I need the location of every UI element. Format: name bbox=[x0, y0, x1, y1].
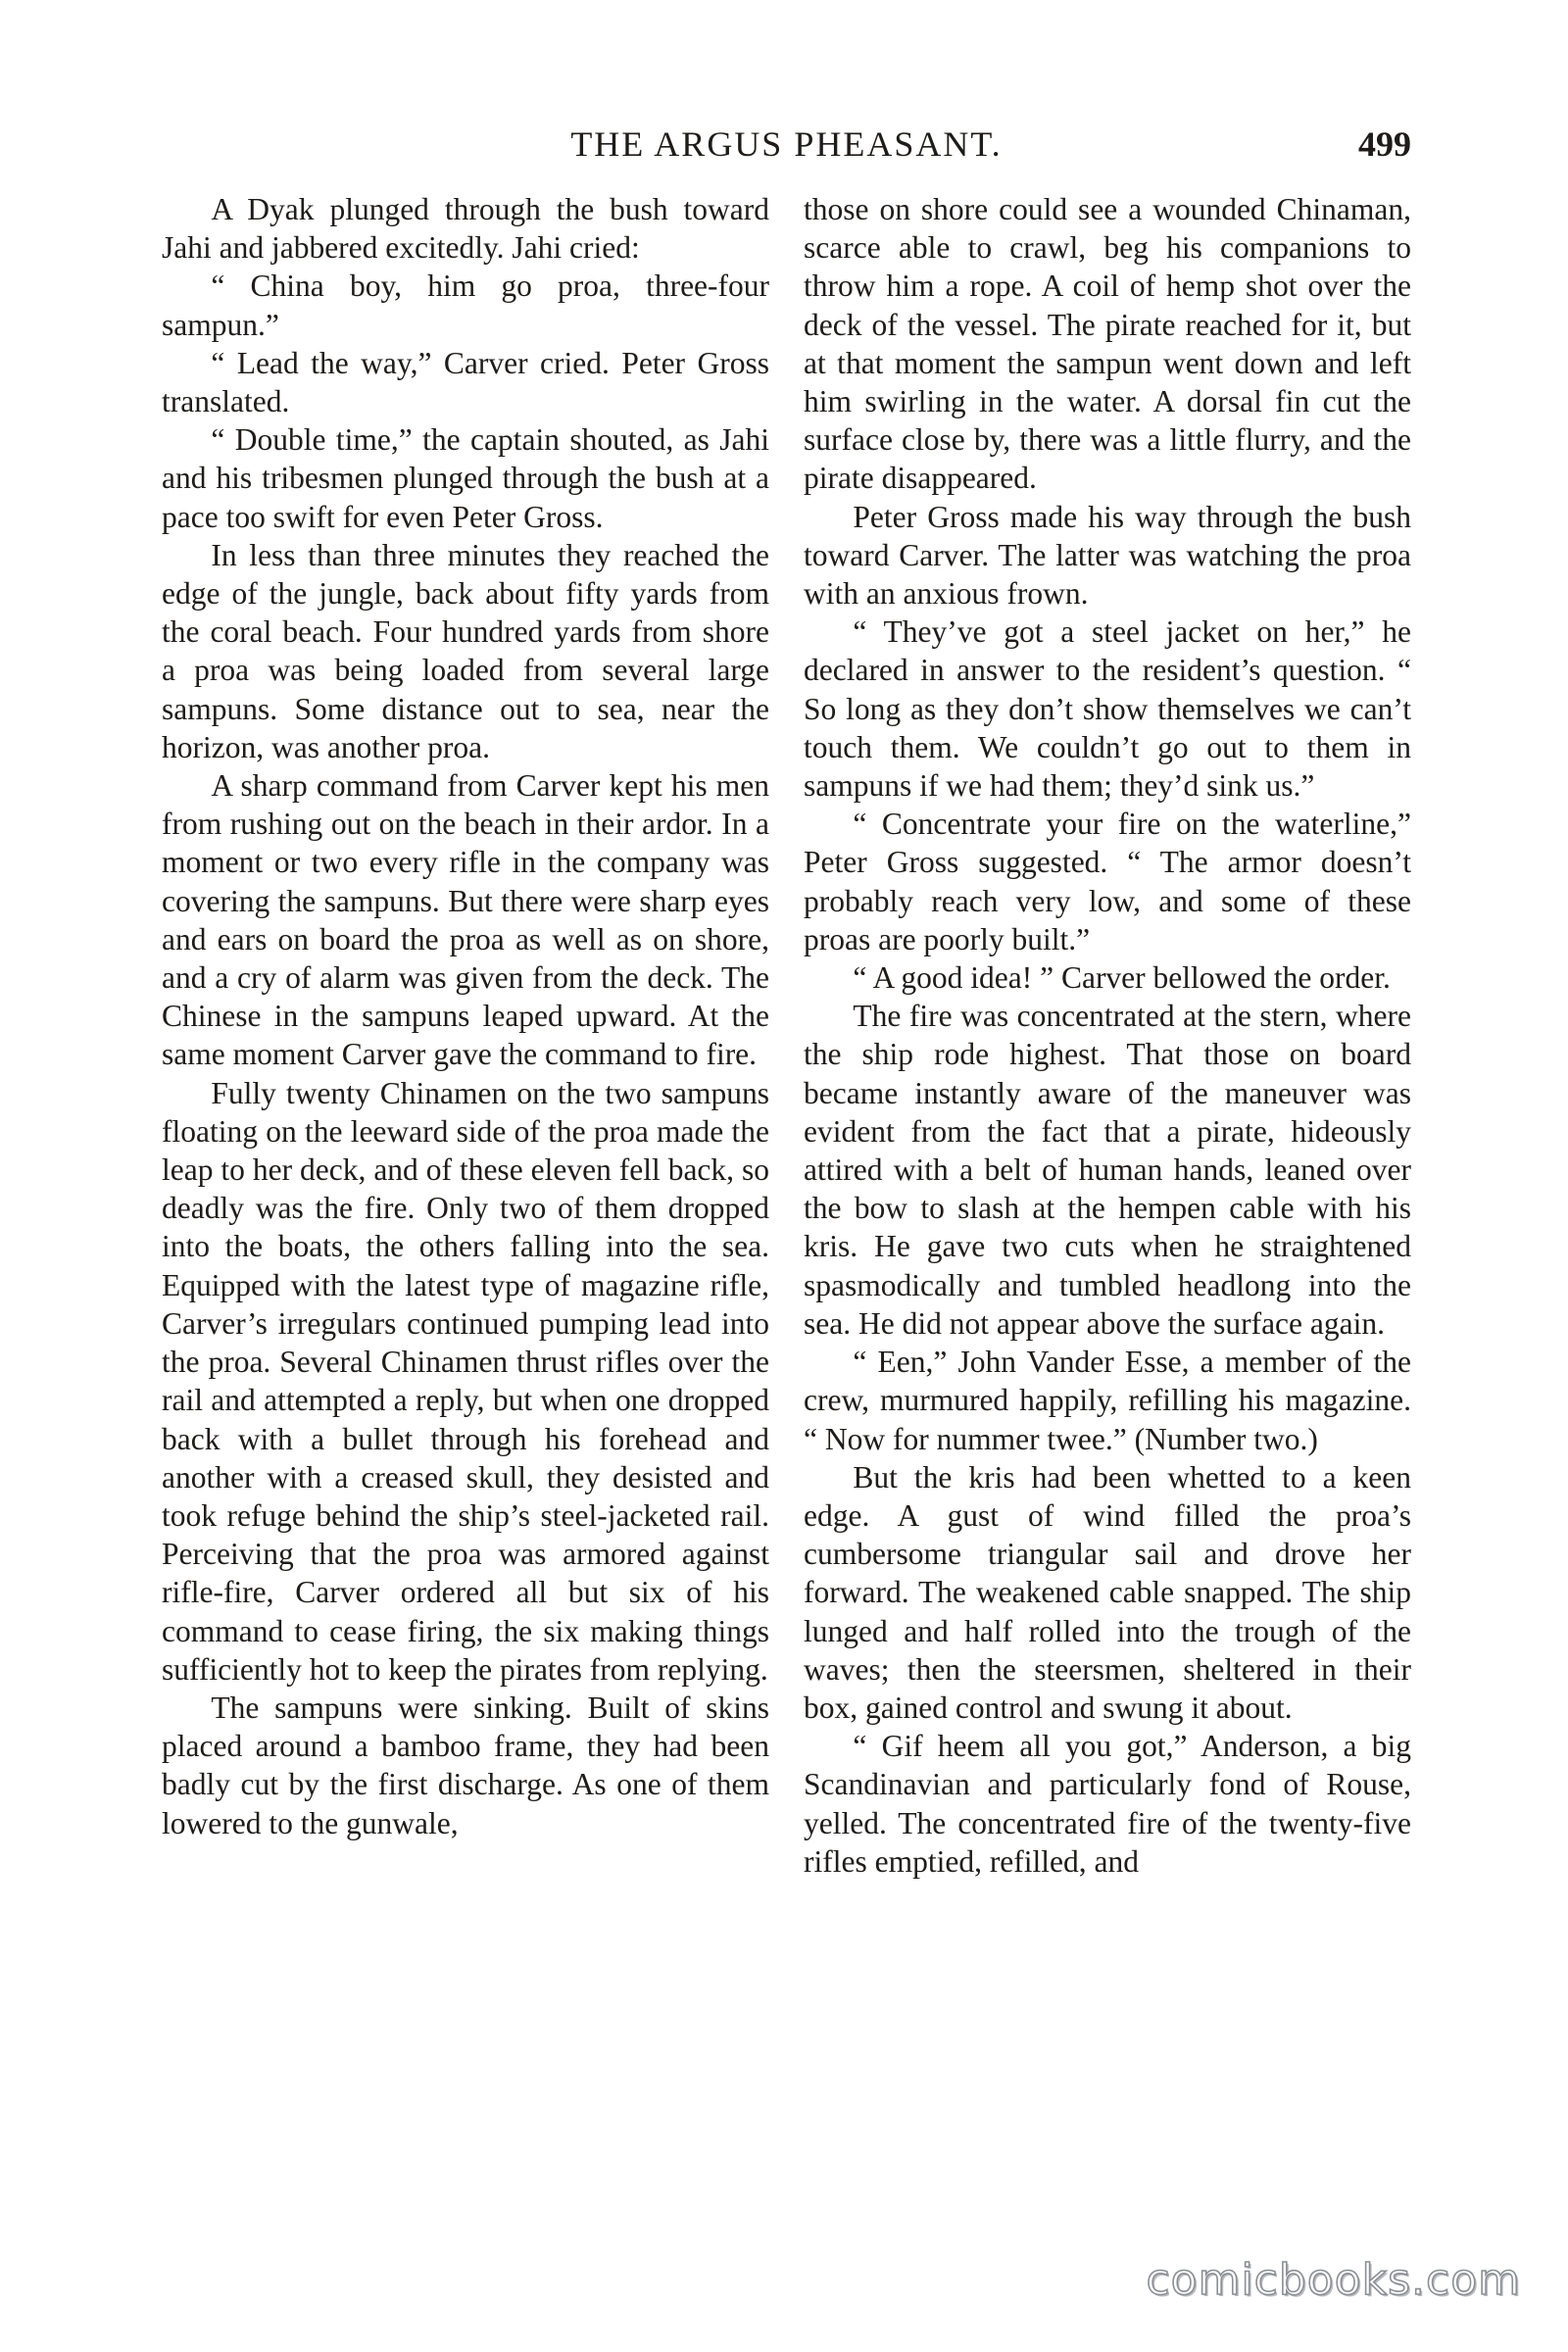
paragraph: “ Een,” John Vander Esse, a member of the crew, murmured happily, refilling his magazine. “ Now for nummer twee.” (Number two.) bbox=[804, 1345, 1411, 1456]
paragraph: The fire was concentrated at the stern, where the ship rode highest. That those on board became instantly aware of the maneuver was evident from the fact that a pirate, hideously attired with a belt of human hands, leaned over the bow to slash at the hempen cable with his kris. He gave two cuts when he straightened spasmodically and tumbled headlong into the sea. He did not appear above the surface again. bbox=[804, 999, 1411, 1341]
running-title: THE ARGUS PHEASANT. bbox=[570, 124, 1003, 164]
paragraph-continued: those on shore could see a wounded Chinaman, scarce able to crawl, beg his companions to throw him a rope. A coil of hemp shot over the deck of the vessel. The pirate reached for it, but at that moment the sampun went down and left him swirling in the water. A dorsal fin cut the surface close by, there was a little flurry, and the pirate disappeared. bbox=[804, 192, 1411, 496]
paragraph: “ China boy, him go proa, three-four sampun.” bbox=[162, 269, 769, 342]
paragraph: “ A good idea! ” Carver bellowed the order. bbox=[853, 960, 1391, 996]
paragraph: “ Double time,” the captain shouted, as Jahi and his tribesmen plunged through the bush at a pace too swift for even Peter Gross. bbox=[162, 422, 769, 534]
paragraph: Peter Gross made his way through the bush toward Carver. The latter was watching the proa with an anxious frown. bbox=[804, 499, 1411, 612]
page-number: 499 bbox=[1358, 124, 1411, 164]
paragraph: Fully twenty Chinamen on the two sampuns floating on the leeward side of the proa made the leap to her deck, and of these eleven fell back, so deadly was the fire. Only two of them dropped into the boats, the others falling into the sea. Equipped with the latest type of magazine rifle, Carver’s irregulars continued pumping lead into the proa. Several Chinamen thrust rifles over the rail and attempted a reply, but when one dropped back with a bullet through his forehead and another with a creased skull, they desisted and took refuge behind the ship’s steel-jacketed rail. Perceiving that the proa was armored against rifle-fire, Carver ordered all but six of his command to cease firing, the six making things sufficiently hot to keep the pirates from replying. bbox=[162, 1075, 769, 1687]
paragraph: In less than three minutes they reached the edge of the jungle, back about fifty yards from the coral beach. Four hundred yards from shore a proa was being loaded from several large sampuns. Some distance out to sea, near the horizon, was another proa. bbox=[162, 537, 769, 764]
paragraph: “ They’ve got a steel jacket on her,” he declared in answer to the resident’s question. “ So long as they don’t show themselves we can’t touch them. We couldn’t go out to them in sampuns if we had them; they’d sink us.” bbox=[804, 614, 1411, 804]
left-column bbox=[162, 190, 769, 1842]
paragraph: A Dyak plunged through the bush toward Jahi and jabbered excitedly. Jahi cried: bbox=[162, 192, 769, 266]
paragraph: “ Gif heem all you got,” Anderson, a big Scandinavian and particularly fond of Rouse, yelled. The concentrated fire of the twenty-five rifles emptied, refilled, and bbox=[804, 1729, 1411, 1879]
paragraph: “ Lead the way,” Carver cried. Peter Gross translated. bbox=[162, 345, 769, 419]
right-column bbox=[804, 190, 1411, 1881]
paragraph: “ Concentrate your fire on the waterline,” Peter Gross suggested. “ The armor doesn’t probably reach very low, and some of these proas are poorly built.” bbox=[804, 807, 1411, 956]
paragraph: A sharp command from Carver kept his men from rushing out on the beach in their ardor. In a moment or two every rifle in the company was covering the sampuns. But there were sharp eyes and ears on board the proa as well as on shore, and a cry of alarm was given from the deck. The Chinese in the sampuns leaped upward. At the same moment Carver gave the command to fire. bbox=[162, 768, 769, 1072]
running-head bbox=[162, 120, 1411, 169]
paragraph: The sampuns were sinking. Built of skins placed around a bamboo frame, they had been badly cut by the first discharge. As one of them lowered to the gunwale, bbox=[162, 1690, 769, 1840]
watermark-logo: comicbooks.com bbox=[1146, 2255, 1521, 2305]
paragraph: But the kris had been whetted to a keen edge. A gust of wind filled the proa’s cumbersome triangular sail and drove her forward. The weakened cable snapped. The ship lunged and half rolled into the trough of the waves; then the steersmen, sheltered in their box, gained control and swung it about. bbox=[804, 1459, 1411, 1725]
